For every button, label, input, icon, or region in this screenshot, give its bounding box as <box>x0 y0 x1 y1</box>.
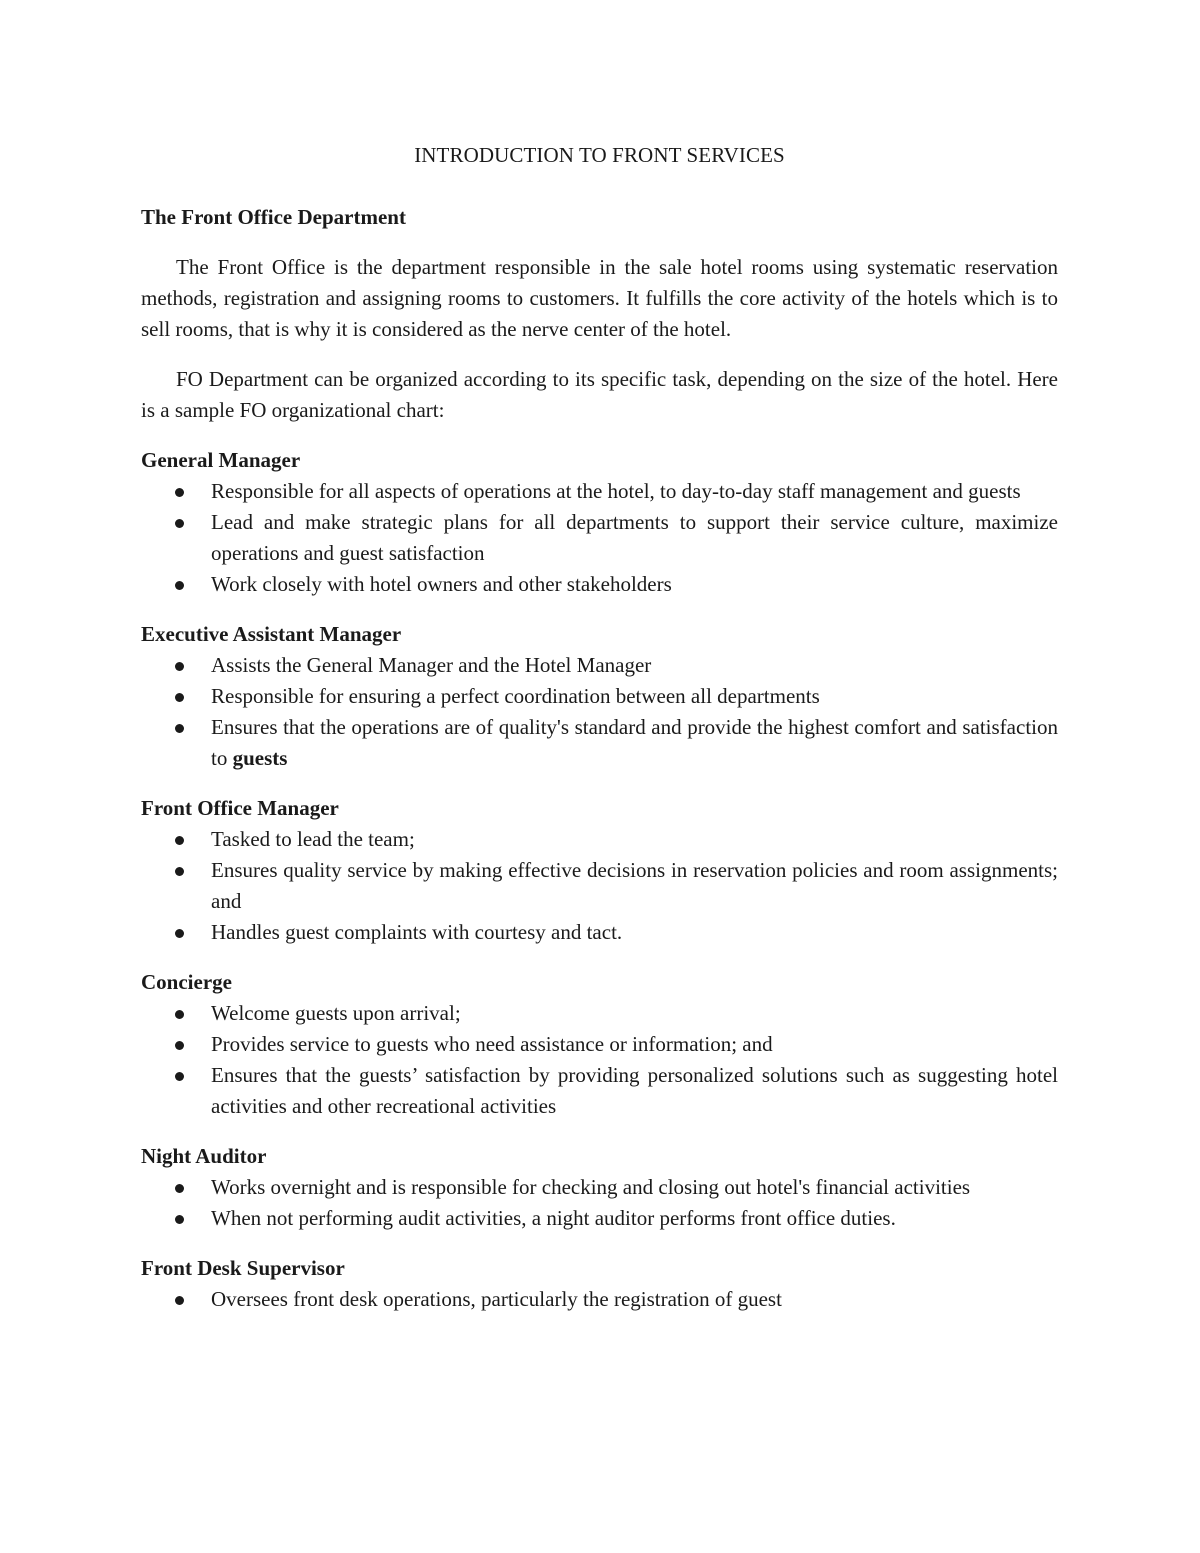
role-heading: Front Office Manager <box>141 796 339 820</box>
bullet-icon <box>175 1041 184 1050</box>
duty-item <box>141 476 1058 507</box>
role-general-manager <box>141 445 1058 600</box>
bullet-icon <box>175 929 184 938</box>
duty-item <box>141 917 1058 948</box>
duty-item <box>141 1060 1058 1122</box>
role-front-office-manager <box>141 793 1058 948</box>
role-concierge <box>141 967 1058 1122</box>
role-heading: Executive Assistant Manager <box>141 622 402 646</box>
duty-text: Responsible for all aspects of operations at the hotel, to day-to-day staff management and guests <box>211 479 1021 503</box>
duty-item <box>141 650 1058 681</box>
duty-list <box>141 998 1058 1122</box>
role-heading: Concierge <box>141 970 232 994</box>
duty-item <box>141 824 1058 855</box>
duty-list <box>141 824 1058 948</box>
duty-item <box>141 1172 1058 1203</box>
bullet-icon <box>175 1072 184 1081</box>
duty-item <box>141 712 1058 774</box>
duty-text: Provides service to guests who need assistance or information; and <box>211 1032 773 1056</box>
org-chart-paragraph: FO Department can be organized according to its specific task, depending on the size of the hotel. Here is a sample FO organizational chart: <box>141 367 1058 422</box>
duty-item <box>141 681 1058 712</box>
bullet-icon <box>175 1184 184 1193</box>
duty-text: Work closely with hotel owners and other stakeholders <box>211 572 672 596</box>
duty-text: Handles guest complaints with courtesy and tact. <box>211 920 623 944</box>
duty-item <box>141 569 1058 600</box>
bullet-icon <box>175 1296 184 1305</box>
spacer <box>141 171 1058 202</box>
duty-text: Works overnight and is responsible for checking and closing out hotel's financial activities <box>211 1175 971 1199</box>
role-heading: Night Auditor <box>141 1144 267 1168</box>
duty-list <box>141 650 1058 774</box>
duty-item <box>141 1029 1058 1060</box>
duty-text: When not performing audit activities, a night auditor performs front office duties. <box>211 1206 896 1230</box>
bullet-icon <box>175 488 184 497</box>
spacer <box>141 426 1058 445</box>
role-heading: General Manager <box>141 448 301 472</box>
bullet-icon <box>175 1215 184 1224</box>
document-title: INTRODUCTION TO FRONT SERVICES <box>414 143 785 167</box>
duty-item <box>141 507 1058 569</box>
duty-list <box>141 1284 1058 1315</box>
duty-text: Responsible for ensuring a perfect coordination between all departments <box>211 684 820 708</box>
duty-text: Welcome guests upon arrival; <box>211 1001 461 1025</box>
role-front-desk-supervisor <box>141 1253 1058 1315</box>
duty-text: Tasked to lead the team; <box>211 827 415 851</box>
duty-text: Ensures quality service by making effective decisions in reservation policies and room assignments; and <box>211 858 1058 913</box>
intro-paragraph: The Front Office is the department responsible in the sale hotel rooms using systematic reservation methods, registration and assigning rooms to customers. It fulfills the core activity of the hotels which is to sell rooms, that is why it is considered as the nerve center of the hotel. <box>141 255 1058 341</box>
duty-text: Assists the General Manager and the Hotel Manager <box>211 653 652 677</box>
bullet-icon <box>175 693 184 702</box>
duty-bold-text: guests <box>232 746 288 770</box>
role-executive-assistant-manager <box>141 619 1058 774</box>
role-heading: Front Desk Supervisor <box>141 1256 345 1280</box>
duty-list <box>141 1172 1058 1234</box>
section-heading: The Front Office Department <box>141 205 406 229</box>
duty-item <box>141 1284 1058 1315</box>
bullet-icon <box>175 581 184 590</box>
duty-item <box>141 998 1058 1029</box>
role-night-auditor <box>141 1141 1058 1234</box>
bullet-icon <box>175 724 184 733</box>
duty-item <box>141 855 1058 917</box>
document-page <box>141 140 1058 1334</box>
spacer <box>141 233 1058 252</box>
bullet-icon <box>175 662 184 671</box>
bullet-icon <box>175 519 184 528</box>
duty-text: Ensures that the guests’ satisfaction by providing personalized solutions such as suggesting hotel activities and other recreational activities <box>211 1063 1058 1118</box>
duty-item <box>141 1203 1058 1234</box>
bullet-icon <box>175 836 184 845</box>
duty-text: Lead and make strategic plans for all departments to support their service culture, maximize operations and guest satisfaction <box>211 510 1058 565</box>
bullet-icon <box>175 1010 184 1019</box>
duty-text: Ensures that the operations are of quality's standard and provide the highest comfort and satisfaction to <box>211 715 1058 770</box>
spacer <box>141 345 1058 364</box>
bullet-icon <box>175 867 184 876</box>
duty-text: Oversees front desk operations, particularly the registration of guest <box>211 1287 782 1311</box>
duty-list <box>141 476 1058 600</box>
